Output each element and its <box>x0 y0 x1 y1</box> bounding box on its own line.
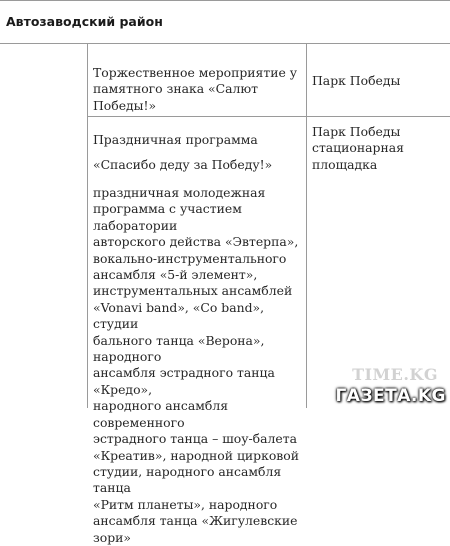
event-cell-1: Торжественное мероприятие у памятного знака «Салют Победы!» <box>93 65 298 113</box>
event-cell-2-description: праздничная молодежная программа с участием лаборатории авторского действа «Эвтерпа», вокально-инструментального ансамбля «5-й элемент», инструментальных ансамблей «Vonavi band», «Co band», студии бального танца «Верона», народного ансамбля эстрадного танца «Кредо», народного ансамбля современного эстрадного танца – шоу-балета «Креатив», народной цирковой студии, народного ансамбля танца «Ритм планеты», народного ансамбля танца «Жигулевские зори» <box>93 185 300 545</box>
district-header: Автозаводский район <box>6 14 163 29</box>
watermark-gazeta: ГАЗЕТА.KG <box>335 386 446 406</box>
event-cell-2-title: Праздничная программа <box>93 132 258 147</box>
row-divider-1 <box>87 116 450 117</box>
watermark-time: TIME.KG <box>352 365 438 384</box>
event-cell-2-name: «Спасибо деду за Победу!» <box>93 157 273 172</box>
table-border-top <box>0 0 450 1</box>
column-divider-2 <box>306 43 307 408</box>
place-cell-2: Парк Победы стационарная площадка <box>312 124 404 172</box>
place-cell-1: Парк Победы <box>312 73 401 88</box>
watermark <box>335 386 446 406</box>
header-divider <box>0 43 450 44</box>
column-divider-1 <box>87 43 88 408</box>
